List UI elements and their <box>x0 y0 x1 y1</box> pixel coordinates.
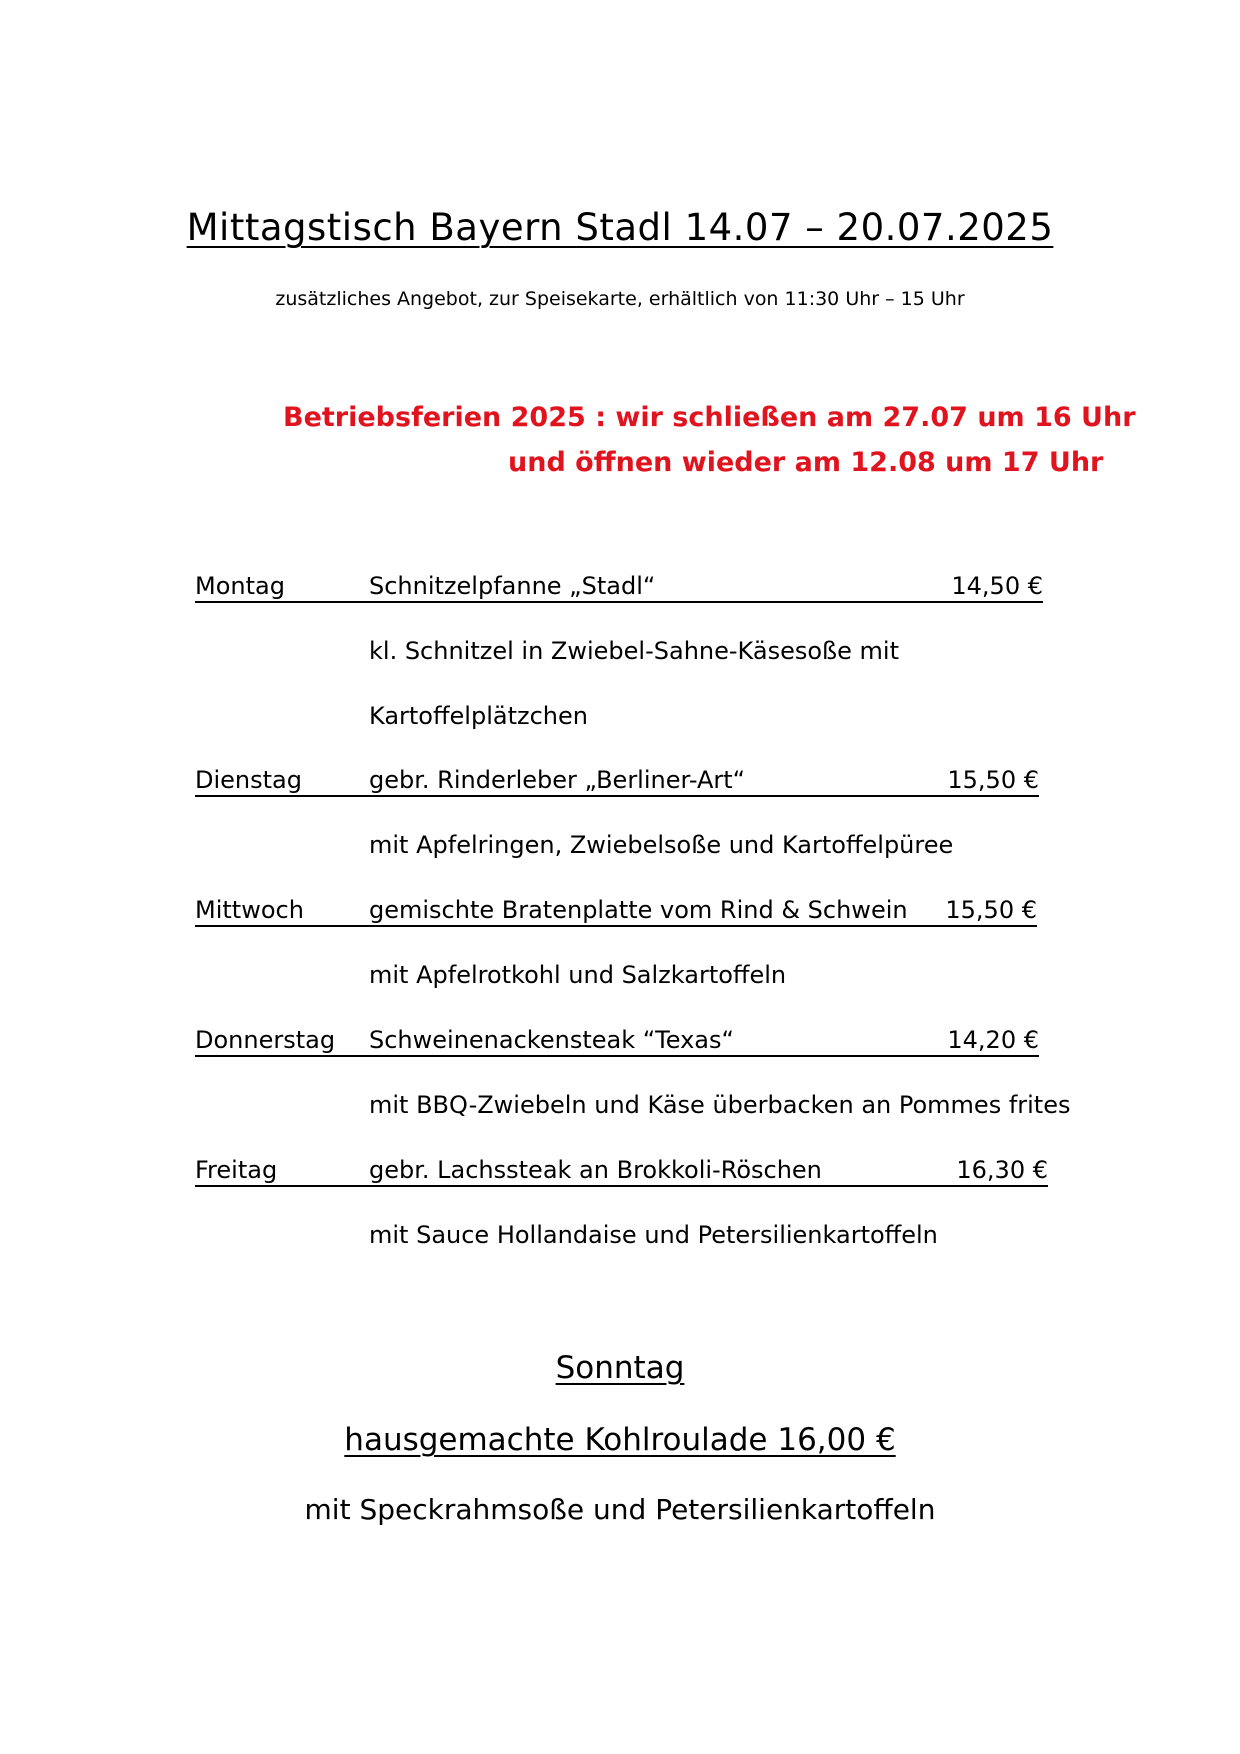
menu-row-divider <box>195 795 1039 797</box>
sunday-dish: hausgemachte Kohlroulade 16,00 € <box>344 1422 896 1458</box>
page-title: Mittagstisch Bayern Stadl 14.07 – 20.07.2025 <box>186 206 1054 249</box>
menu-price: 14,50 € <box>951 572 1043 600</box>
menu-dish: gemischte Bratenplatte vom Rind & Schwein <box>369 896 908 924</box>
menu-description: mit Apfelringen, Zwiebelsoße und Kartoffelpüree <box>369 831 954 859</box>
menu-price: 14,20 € <box>947 1026 1039 1054</box>
menu-description: mit Sauce Hollandaise und Petersilienkartoffeln <box>369 1221 938 1249</box>
menu-row-divider <box>195 1185 1048 1187</box>
holiday-notice-line-1: Betriebsferien 2025 : wir schließen am 27.07 um 16 Uhr <box>283 402 1136 433</box>
menu-description: kl. Schnitzel in Zwiebel-Sahne-Käsesoße mit <box>369 637 899 665</box>
menu-day: Mittwoch <box>195 896 304 924</box>
holiday-notice-line-2: und öffnen wieder am 12.08 um 17 Uhr <box>508 447 1104 478</box>
menu-row-divider <box>195 601 1043 603</box>
menu-day: Donnerstag <box>195 1026 336 1054</box>
menu-price: 15,50 € <box>945 896 1037 924</box>
menu-dish: gebr. Lachssteak an Brokkoli-Röschen <box>369 1156 822 1184</box>
menu-day: Montag <box>195 572 285 600</box>
menu-dish: Schnitzelpfanne „Stadl“ <box>369 572 656 600</box>
menu-dish: gebr. Rinderleber „Berliner-Art“ <box>369 766 746 794</box>
menu-description: mit BBQ-Zwiebeln und Käse überbacken an Pommes frites <box>369 1091 1071 1119</box>
menu-price: 16,30 € <box>956 1156 1048 1184</box>
menu-description: mit Apfelrotkohl und Salzkartoffeln <box>369 961 787 989</box>
menu-day: Dienstag <box>195 766 302 794</box>
menu-description: Kartoffelplätzchen <box>369 702 588 730</box>
availability-subtitle: zusätzliches Angebot, zur Speisekarte, erhältlich von 11:30 Uhr – 15 Uhr <box>275 288 965 310</box>
menu-row-divider <box>195 1055 1039 1057</box>
menu-row-divider <box>195 925 1037 927</box>
menu-price: 15,50 € <box>947 766 1039 794</box>
menu-dish: Schweinenackensteak “Texas“ <box>369 1026 734 1054</box>
sunday-description: mit Speckrahmsoße und Petersilienkartoffeln <box>304 1493 936 1526</box>
sunday-title: Sonntag <box>555 1350 685 1386</box>
menu-day: Freitag <box>195 1156 278 1184</box>
